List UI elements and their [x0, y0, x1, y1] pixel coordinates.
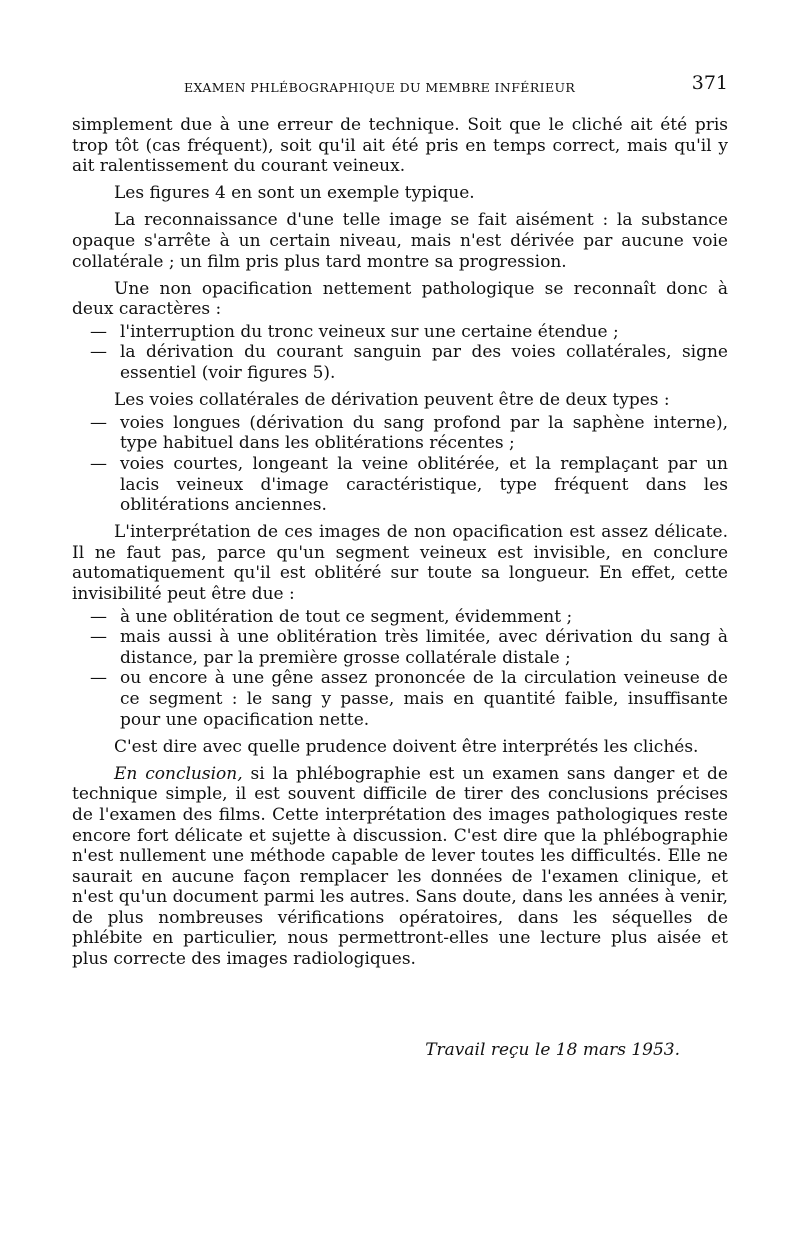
list-item	[72, 342, 728, 383]
list-item	[72, 607, 728, 628]
invisibility-causes-list	[72, 607, 728, 731]
paragraph: Une non opacification nettement pathologique se reconnaît donc à deux caractères :	[72, 278, 728, 320]
paragraph: L'interprétation de ces images de non opacification est assez délicate. Il ne faut pas, parce qu'un segment veineux est invisible, en conclure automatiquement qu'il est oblitéré sur toute sa longueur. En effet, cette invisibilité peut être due :	[72, 522, 728, 604]
paragraph: simplement due à une erreur de technique. Soit que le cliché ait été pris trop tôt (cas fréquent), soit qu'il ait été pris en temps correct, mais qu'il y ait ralentissement du courant veineux.	[72, 115, 728, 177]
criteria-list	[72, 322, 728, 384]
received-date-note: Travail reçu le 18 mars 1953.	[425, 1040, 680, 1060]
collateral-types-list	[72, 413, 728, 516]
list-item-text: voies courtes, longeant la veine oblitérée, et la remplaçant par un lacis veineux d'image caractéristique, type fréquent dans les oblitérations anciennes.	[120, 453, 728, 516]
running-title: EXAMEN PHLÉBOGRAPHIQUE DU MEMBRE INFÉRIEUR	[184, 80, 576, 95]
list-item-text: à une oblitération de tout ce segment, évidemment ;	[120, 606, 573, 627]
list-item-text: mais aussi à une oblitération très limitée, avec dérivation du sang à distance, par la première grosse collatérale distale ;	[120, 627, 728, 668]
page-number: 371	[691, 72, 728, 94]
list-item	[72, 627, 728, 668]
list-dash: —	[90, 453, 107, 474]
conclusion-text: si la phlébographie est un examen sans danger et de technique simple, il est souvent difficile de tirer des conclusions précises de l'examen des films. Cette interprétation des images pathologiques reste encore fort délicate et sujette à discussion. C'est dire que la phlébographie n'est nullement une méthode capable de lever toutes les difficultés. Elle ne saurait en aucune façon remplacer les données de l'examen clinique, et n'est qu'un document parmi les autres. Sans doute, dans les années à venir, de plus nombreuses vérifications opératoires, dans les séquelles de phlébite en particulier, nous permettront-elles une lecture plus aisée et plus correcte des images radiologiques.	[72, 763, 728, 970]
paragraph: Les figures 4 en sont un exemple typique.	[114, 183, 475, 204]
list-item-text: l'interruption du tronc veineux sur une certaine étendue ;	[120, 321, 619, 342]
list-item	[72, 322, 728, 343]
paragraph: La reconnaissance d'une telle image se fait aisément : la substance opaque s'arrête à un certain niveau, mais n'est dérivée par aucune voie collatérale ; un film pris plus tard montre sa progression.	[72, 210, 728, 272]
conclusion-lead: En conclusion,	[114, 763, 243, 784]
list-dash: —	[90, 606, 107, 627]
page-header	[72, 72, 728, 100]
paragraph: C'est dire avec quelle prudence doivent être interprétés les clichés.	[114, 736, 699, 757]
conclusion-paragraph	[72, 764, 728, 970]
list-item	[72, 668, 728, 730]
list-dash: —	[90, 627, 107, 648]
list-item-text: la dérivation du courant sanguin par des voies collatérales, signe essentiel (voir figures 5).	[120, 342, 728, 384]
body-text	[72, 115, 728, 976]
list-item	[72, 413, 728, 454]
list-dash: —	[90, 321, 107, 342]
list-item-text: ou encore à une gêne assez prononcée de la circulation veineuse de ce segment : le sang y passe, mais en quantité faible, insuffisante pour une opacification nette.	[120, 668, 728, 730]
paragraph: Les voies collatérales de dérivation peuvent être de deux types :	[114, 390, 670, 411]
list-dash: —	[90, 668, 107, 689]
list-item	[72, 454, 728, 516]
list-dash: —	[90, 342, 107, 363]
list-item-text: voies longues (dérivation du sang profond par la saphène interne), type habituel dans les oblitérations récentes ;	[120, 412, 728, 454]
list-dash: —	[90, 412, 107, 433]
